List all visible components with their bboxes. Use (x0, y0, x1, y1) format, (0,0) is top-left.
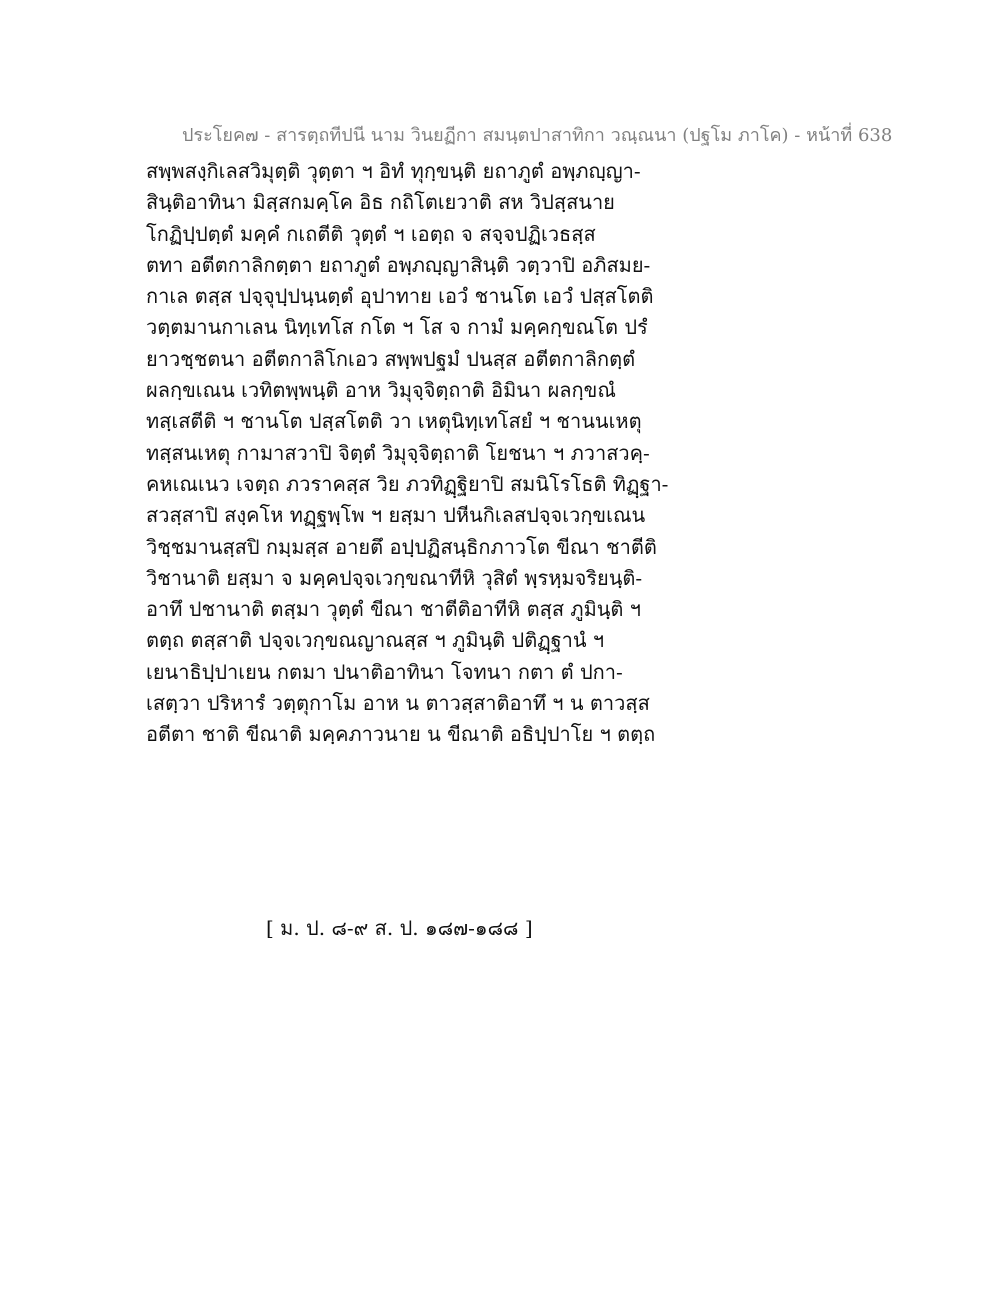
body-text (146, 156, 846, 751)
text-line: วิชฺชมานสฺสปิ กมฺมสฺส อายตึ อปฺปฏิสนฺธิกภาวโต ขีณา ชาตีติ (146, 534, 657, 559)
text-line: ตทา อตีตกาลิกตฺตา ยถาภูตํ อพฺภญฺญาสินฺติ วตฺวาปิ อภิสมย- (146, 252, 651, 277)
text-line: เสตฺวา ปริหารํ วตฺตุกาโม อาห น ตาวสฺสาติอาทึ ฯ น ตาวสฺส (146, 691, 650, 716)
text-line: โกฏิปฺปตฺตํ มคฺคํ กเถตีติ วุตฺตํ ฯ เอตฺถ จ สจฺจปฏิเวธสฺส (146, 221, 596, 246)
text-line: ทสฺเสตีติ ฯ ชานโต ปสฺสโตติ วา เหตุนิทฺเทโสยํ ฯ ชานนเหตุ (146, 409, 642, 434)
page-header: ประโยค๗ - สารตฺถทีปนี นาม วินยฏีกา สมนฺตปาสาทิกา วณฺณนา (ปฐโม ภาโค) - หน้าที่ 638 (182, 125, 893, 146)
text-line: อาทึ ปชานาติ ตสฺมา วุตฺตํ ขีณา ชาตีติอาทีหิ ตสฺส ภูมินฺติ ฯ (146, 597, 641, 622)
text-line: คหเณเนว เจตฺถ ภวราคสฺส วิย ภวทิฏฺฐิยาปิ สมนิโรโธติ ทิฏฺฐา- (146, 471, 669, 496)
text-line: อตีตา ชาติ ขีณาติ มคฺคภาวนาย น ขีณาติ อธิปฺปาโย ฯ ตตฺถ (146, 722, 656, 747)
text-line: สวสฺสาปิ สงฺคโห ทฏฺฐพฺโพ ฯ ยสฺมา ปหีนกิเลสปจฺจเวกฺขเณน (146, 503, 646, 528)
text-line: ยาวชฺชตนา อตีตกาลิโกเอว สพฺพปฐมํ ปนสฺส อตีตกาลิกตฺตํ (146, 346, 636, 371)
text-line: เยนาธิปฺปาเยน กตมา ปนาติอาทินา โจทนา กตา ตํ ปกา- (146, 659, 623, 684)
reference-citation: [ ม. ป. ๘-๙ ส. ป. ๑๘๗-๑๘๘ ] (266, 916, 533, 940)
text-line: สินฺติอาทินา มิสฺสกมคฺโค อิธ กถิโตเยวาติ สห วิปสฺสนาย (146, 190, 615, 215)
text-line: ผลกฺขเณน เวทิตพฺพนฺติ อาห วิมุจฺจิตฺถาติ อิมินา ผลกฺขณํ (146, 378, 616, 403)
text-line: ตตฺถ ตสฺสาติ ปจฺจเวกฺขณญาณสฺส ฯ ภูมินฺติ ปติฏฺฐานํ ฯ (146, 628, 605, 653)
text-line: วิชานาติ ยสฺมา จ มคฺคปจฺจเวกฺขณาทีหิ วุสิตํ พฺรหฺมจริยนฺติ- (146, 565, 643, 590)
text-line: กาเล ตสฺส ปจฺจุปฺปนฺนตฺตํ อุปาทาย เอวํ ชานโต เอวํ ปสฺสโตติ (146, 284, 654, 309)
text-line: วตฺตมานกาเลน นิทฺเทโส กโต ฯ โส จ กามํ มคฺคกฺขณโต ปรํ (146, 315, 648, 340)
text-line: ทสฺสนเหตุ กามาสวาปิ จิตฺตํ วิมุจฺจิตฺถาติ โยชนา ฯ ภวาสวคฺ- (146, 440, 650, 465)
text-line: สพฺพสงฺกิเลสวิมุตฺติ วุตฺตา ฯ อิทํ ทุกฺขนฺติ ยถาภูตํ อพฺภญฺญา- (146, 159, 641, 183)
